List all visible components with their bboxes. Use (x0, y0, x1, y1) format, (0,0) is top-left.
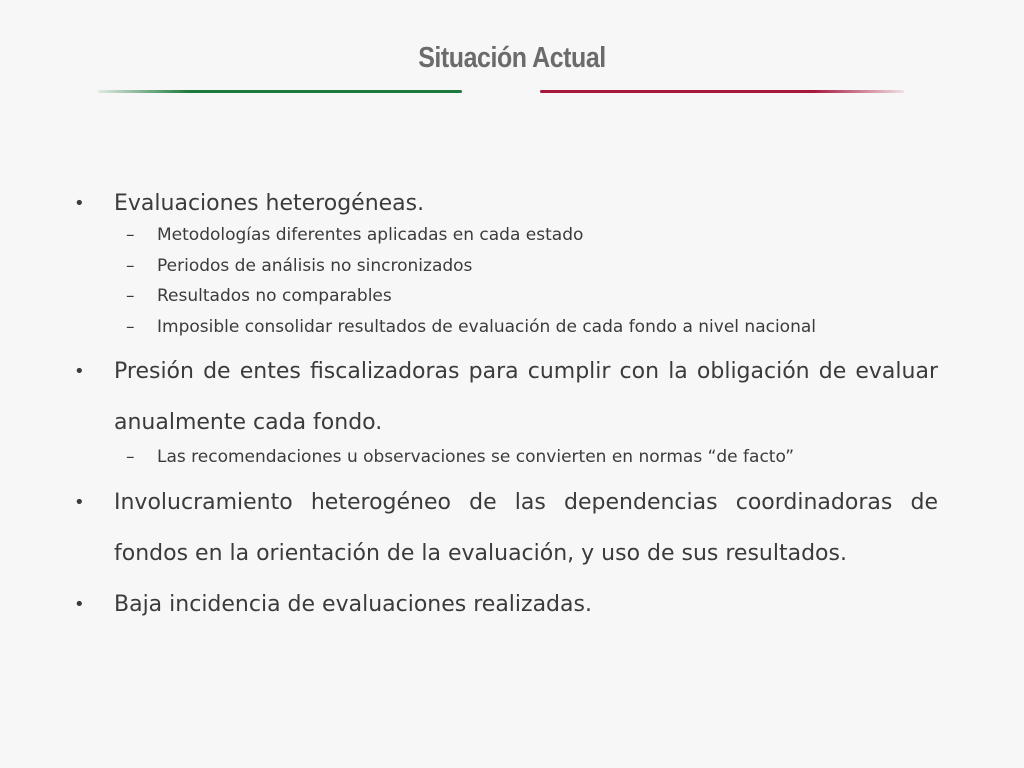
sub-marker: – (126, 447, 135, 467)
bullet-text: Involucramiento heterogéneo de las dependencias coordinadoras de fondos en la orientación de la evaluación, y uso de sus resultados. (114, 489, 938, 566)
sub-marker: – (126, 316, 135, 337)
sub-text: Resultados no comparables (157, 286, 392, 306)
bullet-text: Evaluaciones heterogéneas. (114, 191, 425, 216)
sub-marker: – (126, 286, 135, 306)
bullet-text: Baja incidencia de evaluaciones realizadas. (114, 591, 592, 617)
sub-text: Periodos de análisis no sincronizados (157, 255, 473, 276)
sub-text: Imposible consolidar resultados de evaluación de cada fondo a nivel nacional (157, 316, 816, 337)
bullet-text: Presión de entes fiscalizadoras para cumplir con la obligación de evaluar anualmente cada fondo. (114, 359, 938, 435)
bullet-marker: • (74, 593, 85, 615)
sub-list (70, 442, 938, 473)
bullet-item (70, 477, 938, 579)
bullet-item (70, 579, 938, 630)
bullet-marker: • (74, 491, 85, 513)
sub-item (70, 442, 938, 473)
bullet-item (70, 346, 938, 448)
bullet-marker: • (74, 361, 85, 382)
sub-item (70, 251, 938, 282)
sub-item (70, 220, 938, 251)
bullet-list (70, 182, 938, 630)
sub-list (70, 220, 938, 342)
sub-item (70, 312, 938, 343)
title-underline-red (540, 90, 904, 93)
sub-marker: – (126, 255, 135, 276)
slide-title: Situación Actual (418, 42, 606, 74)
sub-item (70, 281, 938, 312)
bullet-marker: • (74, 193, 85, 214)
sub-text: Metodologías diferentes aplicadas en cada estado (157, 225, 584, 245)
sub-text: Las recomendaciones u observaciones se convierten en normas “de facto” (157, 447, 795, 467)
title-underline-green (98, 90, 462, 93)
sub-marker: – (126, 225, 135, 245)
